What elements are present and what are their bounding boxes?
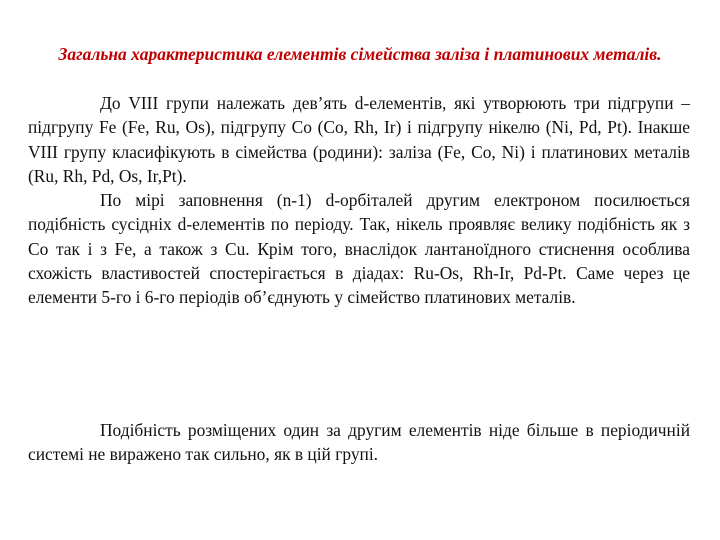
- paragraph-group-viii: До VIII групи належать дев’ять d-елементів, які утворюють три підгрупи – підгрупу Fe (Fe, Ru, Os), підгрупу Co (Co, Rh, Ir) і підгрупу нікелю (Ni, Pd, Pt). Інакше VIII групу класифікують в сімейства (родини): заліза (Fe, Co, Ni) і платинових металів (Ru, Rh, Pd, Os, Ir,Pt).: [28, 93, 690, 186]
- slide-body: [28, 91, 690, 310]
- paragraph-closing: Подібність розміщених один за другим елементів ніде більше в періодичній системі не виражено так сильно, як в цій групі.: [28, 420, 690, 465]
- paragraph-similarity: По мірі заповнення (n-1) d-орбіталей другим електроном посилюється подібність сусідніх d-елементів по періоду. Так, нікель проявляє велику подібність як з Co так і з Fe, а також з Cu. Крім того, внаслідок лантаноїдного стиснення особлива схожість властивостей спостерігається в діадах: Ru-Os, Rh-Ir, Pd-Pt. Саме через це елементи 5-го і 6-го періодів об’єднують у сімейство платинових металів.: [28, 190, 690, 308]
- closing-block: [28, 418, 690, 467]
- slide-title: Загальна характеристика елементів сімейства заліза і платинових металів.: [58, 44, 662, 64]
